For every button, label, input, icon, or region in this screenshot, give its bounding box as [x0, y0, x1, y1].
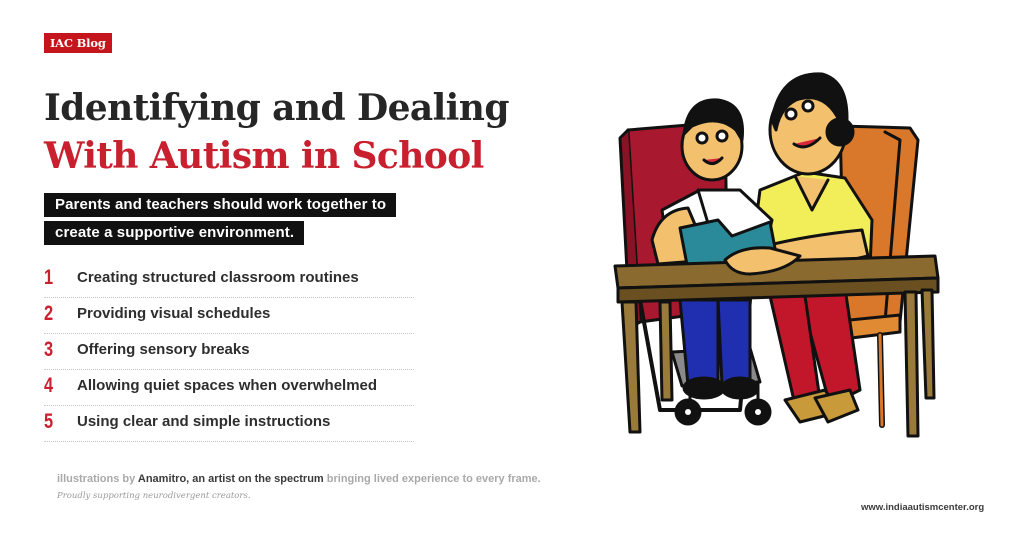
- item-number: 3: [44, 338, 54, 361]
- tips-list: [44, 262, 414, 442]
- illustration-teacher-student: [600, 60, 950, 450]
- title-line-2: With Autism in School: [44, 135, 484, 177]
- item-number: 4: [44, 374, 54, 397]
- item-label: Creating structured classroom routines: [77, 269, 359, 286]
- list-item: [44, 406, 414, 442]
- subtitle-line-1: Parents and teachers should work together to: [44, 193, 396, 217]
- credit-suffix: bringing lived experience to every frame.: [323, 473, 541, 485]
- item-label: Offering sensory breaks: [77, 341, 250, 358]
- website-url[interactable]: www.indiaautismcenter.org: [861, 502, 985, 513]
- item-number: 2: [44, 302, 54, 325]
- subtitle: [44, 193, 396, 249]
- page-title: [44, 84, 509, 180]
- item-number: 5: [44, 410, 54, 433]
- blog-tag: IAC Blog: [44, 33, 112, 53]
- credit-prefix: illustrations by: [57, 473, 138, 485]
- item-label: Using clear and simple instructions: [77, 413, 331, 430]
- list-item: [44, 262, 414, 298]
- item-label: Providing visual schedules: [77, 305, 271, 322]
- item-number: 1: [44, 266, 54, 289]
- list-item: [44, 334, 414, 370]
- support-note: Proudly supporting neurodivergent creators.: [57, 491, 251, 501]
- title-line-1: Identifying and Dealing: [44, 87, 509, 129]
- credit-artist: Anamitro, an artist on the spectrum: [137, 473, 324, 485]
- subtitle-line-2: create a supportive environment.: [44, 221, 304, 245]
- illustration-credit: [57, 473, 541, 485]
- item-label: Allowing quiet spaces when overwhelmed: [77, 377, 378, 394]
- list-item: [44, 370, 414, 406]
- list-item: [44, 298, 414, 334]
